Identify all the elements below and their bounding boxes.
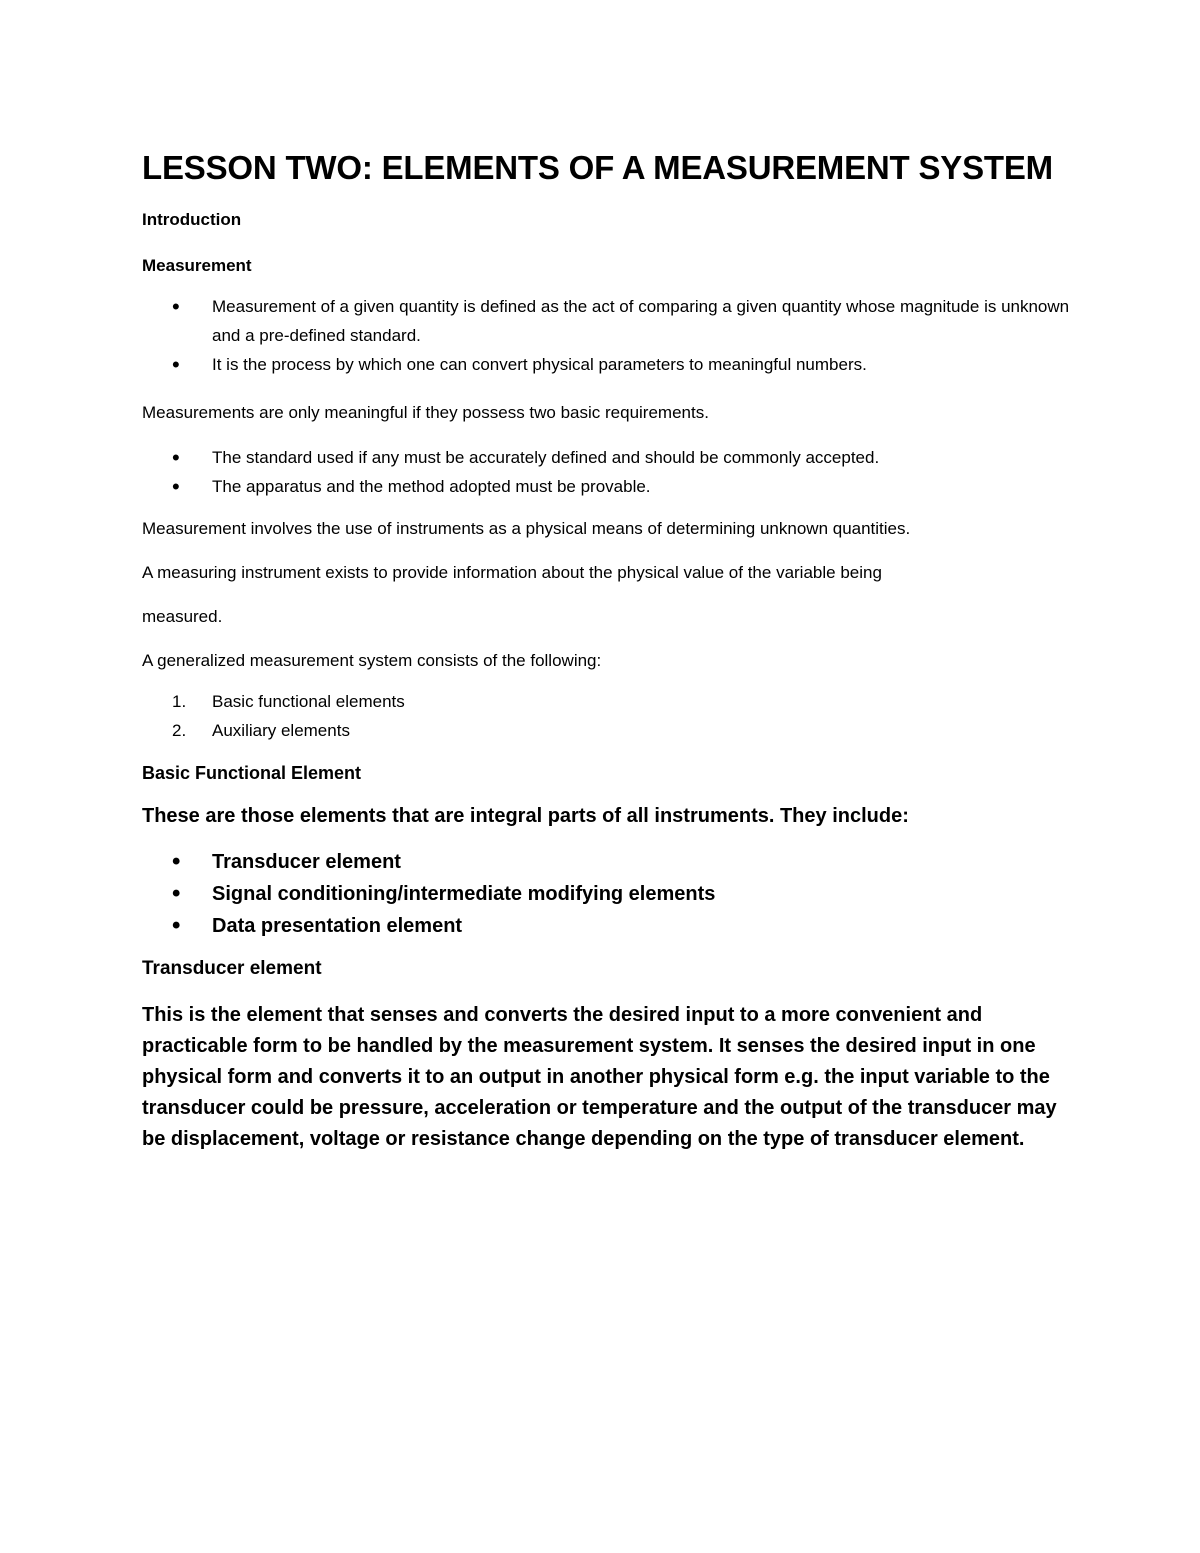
generalized-numbered-list	[142, 687, 1082, 745]
list-item: • Measurement of a given quantity is defined as the act of comparing a given quantity whose magnitude is unknown and a pre-defined standard.	[142, 292, 1082, 350]
list-item	[142, 716, 1082, 745]
list-item-text: Auxiliary elements	[212, 721, 350, 740]
instruments-paragraph: Measurement involves the use of instruments as a physical means of determining unknown quantities.	[142, 519, 911, 538]
list-item: • The apparatus and the method adopted must be provable.	[142, 472, 1082, 501]
measurement-heading: Measurement	[142, 256, 252, 275]
requirements-bullet-list	[142, 443, 1082, 501]
basic-functional-intro: These are those elements that are integral parts of all instruments. They include:	[142, 805, 909, 827]
basic-elements-bullet-list	[142, 846, 1082, 942]
list-number: 2.	[172, 721, 187, 740]
list-number: 1.	[172, 692, 187, 711]
basic-functional-heading: Basic Functional Element	[142, 763, 362, 783]
document-body	[142, 148, 1082, 1155]
list-item	[142, 687, 1082, 716]
generalized-intro: A generalized measurement system consists of the following:	[142, 651, 602, 670]
list-item: • Data presentation element	[142, 910, 1082, 942]
requirements-intro: Measurements are only meaningful if they possess two basic requirements.	[142, 403, 709, 422]
transducer-heading: Transducer element	[142, 958, 322, 979]
introduction-heading: Introduction	[142, 210, 242, 229]
transducer-paragraph: This is the element that senses and converts the desired input to a more convenient and practicable form to be handled by the measurement system. It senses the desired input in one physical form and converts it to an output in another physical form e.g. the input variable to the transducer could be pressure, acceleration or temperature and the output of the transducer may be displacement, voltage or resistance change depending on the type of transducer element.	[142, 1004, 1057, 1150]
list-item: • It is the process by which one can convert physical parameters to meaningful numbers.	[142, 350, 1082, 379]
lesson-title: LESSON TWO: ELEMENTS OF A MEASUREMENT SYSTEM	[142, 149, 1053, 186]
instrument-info-line-2: measured.	[142, 607, 223, 626]
list-item: • Transducer element	[142, 846, 1082, 878]
measurement-bullet-list	[142, 292, 1082, 379]
instrument-info-line-1: A measuring instrument exists to provide information about the physical value of the variable being	[142, 563, 882, 582]
list-item: • Signal conditioning/intermediate modifying elements	[142, 878, 1082, 910]
list-item-text: Basic functional elements	[212, 692, 405, 711]
list-item: • The standard used if any must be accurately defined and should be commonly accepted.	[142, 443, 1082, 472]
